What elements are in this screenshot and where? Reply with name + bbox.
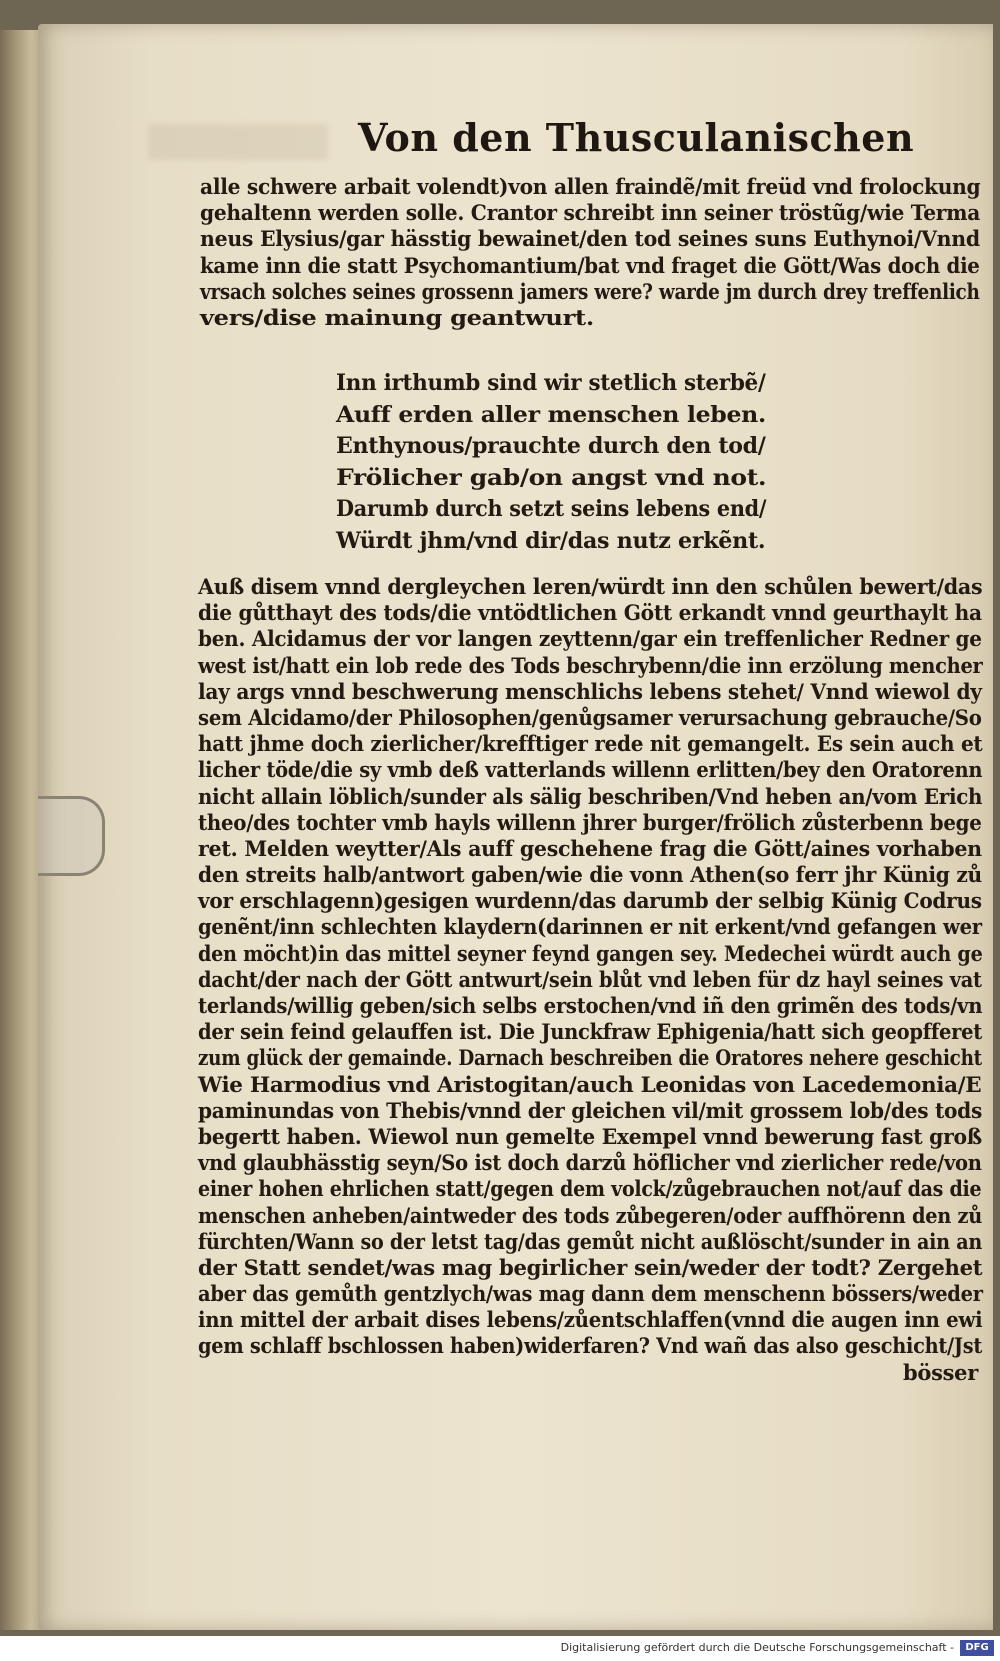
text-line: der sein feind gelauffen ist. Die Junckfraw Ephigenia/hatt sich geopfferet xyxy=(198,1019,983,1045)
text-line: hatt jhme doch zierlicher/krefftiger rede nit gemangelt. Es sein auch et xyxy=(198,731,983,757)
text-line: den streits halb/antwort gaben/wie die vonn Athen(so ferr jhr Künig zů xyxy=(198,862,982,888)
text-line: gehaltenn werden solle. Crantor schreibt inn seiner tröstũg/wie Terma xyxy=(200,200,981,226)
text-line: vers/dise mainung geantwurt. xyxy=(200,304,594,330)
funding-note: Digitalisierung gefördert durch die Deutsche Forschungsgemeinschaft - xyxy=(560,1641,954,1654)
text-line: fürchten/Wann so der letst tag/das gemůt nicht außlöscht/sunder in ain an xyxy=(198,1228,982,1254)
text-line: licher töde/die sy vmb deß vatterlands willenn erlitten/bey den Oratorenn xyxy=(198,757,983,783)
text-line: terlands/willig geben/sich selbs erstochen/vnd iñ den grimẽn des tods/vn xyxy=(198,993,983,1018)
verse-line: Enthynous/prauchte durch den tod/ xyxy=(336,433,766,459)
paragraph-2 xyxy=(198,574,982,1386)
text-line: lay args vnnd beschwerung menschlichs lebens stehet/ Vnnd wiewol dy xyxy=(198,678,982,704)
text-line: begertt haben. Wiewol nun gemelte Exempel vnnd bewerung fast groß xyxy=(198,1123,982,1149)
show-through-ink xyxy=(148,124,328,160)
text-line: theo/des tochter vmb hayls willenn jhrer burger/frölich zůsterbenn bege xyxy=(198,809,982,835)
text-line: die gůtthayt des tods/die vntödtlichen Gött erkandt vnnd geurthaylt ha xyxy=(198,600,982,626)
text-line: dacht/der nach der Gött antwurt/sein blůt vnd leben für dz hayl seines vat xyxy=(198,966,982,992)
text-line: aber das gemůth gentzlych/was mag dann dem menschenn bössers/weder xyxy=(198,1281,983,1307)
catchword: bösser xyxy=(903,1359,978,1385)
text-line: vor erschlagenn)gesigen wurdenn/das darumb der selbig Künig Codrus xyxy=(198,888,982,914)
text-line: ret. Melden weytter/Als auff geschehene frag die Gött/aines vorhaben xyxy=(198,835,982,861)
verse-line: Würdt jhm/vnd dir/das nutz erkẽnt. xyxy=(336,527,766,554)
text-line: west ist/hatt ein lob rede des Tods beschrybenn/die inn erzölung mencher xyxy=(198,652,983,678)
text-line: nicht allain löblich/sunder als sälig beschriben/Vnd heben an/vom Erich xyxy=(198,783,983,809)
digitization-footer xyxy=(0,1636,1000,1661)
text-line: menschen anheben/aintweder des tods zůbegeren/oder auffhörenn den zů xyxy=(198,1202,983,1228)
verse-block xyxy=(336,368,766,557)
text-line: paminundas von Thebis/vnnd der gleichen vil/mit grossem lob/des tods xyxy=(198,1097,983,1123)
text-line: vrsach solches seines grossenn jamers were? warde jm durch drey treffenlich xyxy=(200,278,980,304)
text-line: Wie Harmodius vnd Aristogitan/auch Leonidas von Lacedemonia/E xyxy=(198,1071,982,1097)
text-line: der Statt sendet/was mag begirlicher sein/weder der todt? Zergehet xyxy=(198,1254,983,1280)
verse-line: Darumb durch setzt seins lebens end/ xyxy=(336,496,767,522)
text-line: einer hohen ehrlichen statt/gegen dem volck/zůgebrauchen not/auf das die xyxy=(198,1176,982,1202)
verse-line: Auff erden aller menschen leben. xyxy=(336,401,766,428)
text-line: gem schlaff bschlossen haben)widerfaren? Vnd wañ das also geschicht/Jst xyxy=(198,1333,983,1359)
text-line: inn mittel der arbait dises lebens/zůentschlaffen(vnnd die augen inn ewi xyxy=(198,1307,983,1333)
text-line: den möcht)in das mittel seyner feynd gangen sey. Medechei würdt auch ge xyxy=(198,940,983,966)
page-clip xyxy=(38,796,105,876)
paragraph-1 xyxy=(200,174,980,331)
verse-line: Frölicher gab/on angst vnd not. xyxy=(336,464,767,491)
text-line: ben. Alcidamus der vor langen zeyttenn/gar ein treffenlicher Redner ge xyxy=(198,626,982,652)
verse-line: Inn irthumb sind wir stetlich sterbẽ/ xyxy=(336,370,766,396)
text-line: Auß disem vnnd dergleychen leren/würdt inn den schůlen bewert/das xyxy=(198,574,983,599)
dfg-logo: DFG xyxy=(960,1640,994,1656)
text-line: kame inn die statt Psychomantium/bat vnd fraget die Gött/Was doch die xyxy=(200,252,980,278)
text-line: genẽnt/inn schlechten klaydern(darinnen er nit erkent/vnd gefangen wer xyxy=(198,914,982,940)
text-line: sem Alcidamo/der Philosophen/genůgsamer verursachung gebrauche/So xyxy=(198,704,982,730)
text-line: zum glück der gemainde. Darnach beschreiben die Oratores nehere geschicht xyxy=(198,1045,982,1071)
text-line: alle schwere arbait volendt)von allen fraindẽ/mit freüd vnd frolockung xyxy=(200,174,981,199)
text-line: vnd glaubhässtig seyn/So ist doch darzů höflicher vnd zierlicher rede/von xyxy=(198,1150,982,1176)
running-heading: Von den Thusculanischen xyxy=(358,115,915,160)
text-line: neus Elysius/gar hässtig bewainet/den tod seines suns Euthynoi/Vnnd xyxy=(200,226,980,252)
